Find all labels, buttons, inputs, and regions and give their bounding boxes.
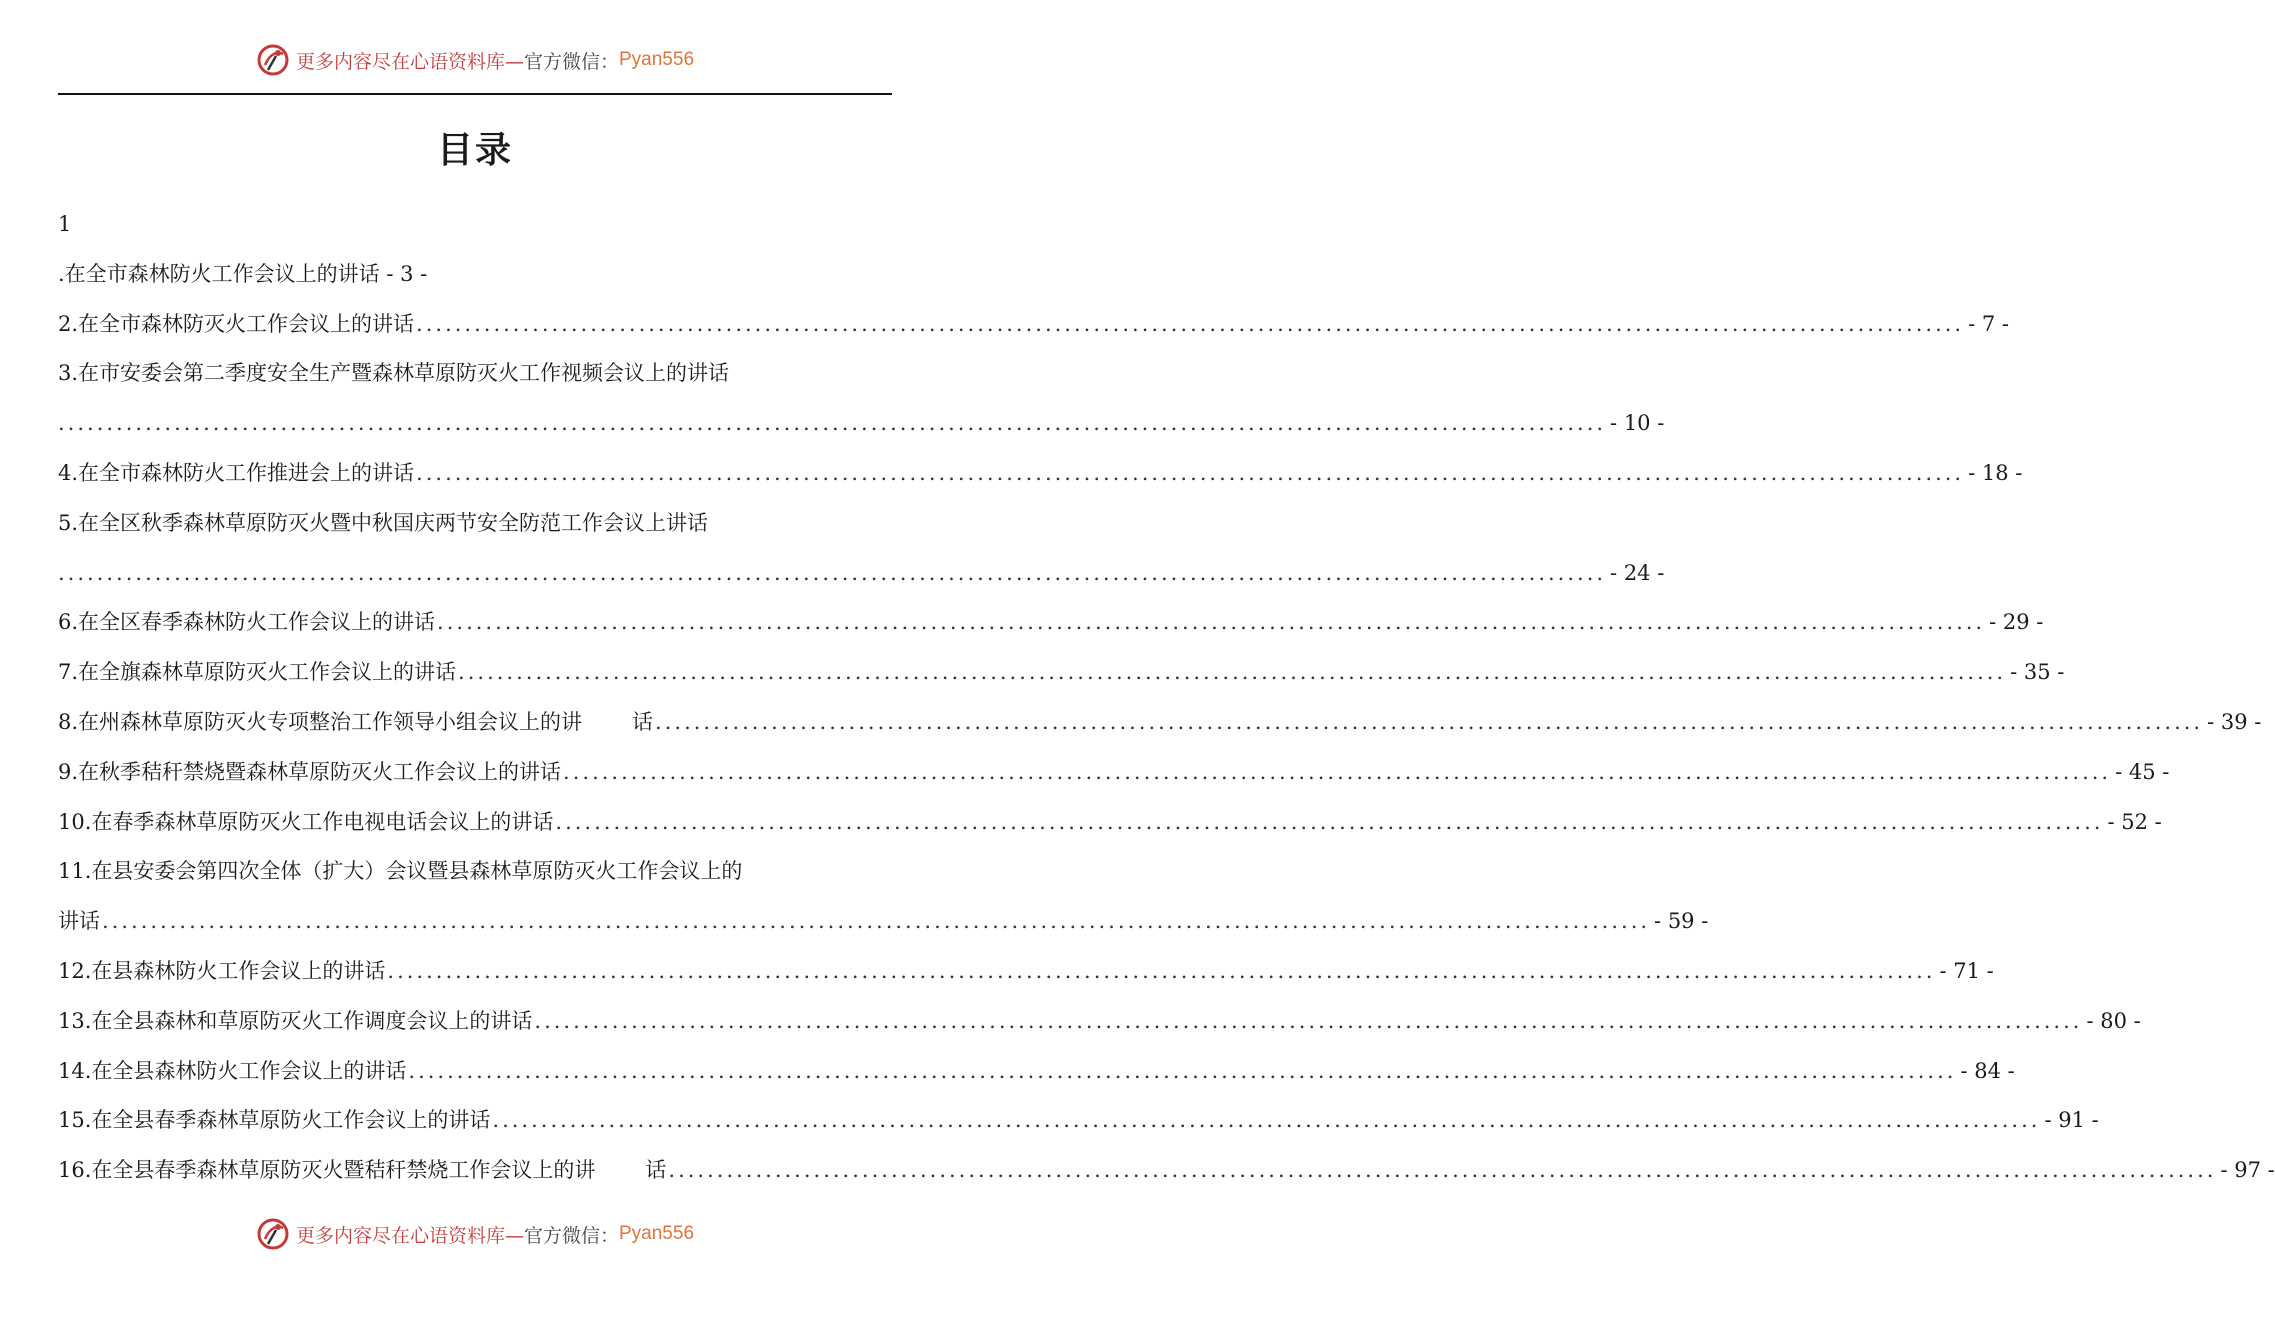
toc-line[interactable] — [58, 997, 2141, 1047]
toc-page-number: - 24 - — [1610, 560, 1665, 585]
toc-entry-title: 8.在州森林草原防灭火专项整治工作领导小组会议上的讲 — [58, 709, 583, 734]
toc-line[interactable] — [58, 549, 1665, 599]
toc-line[interactable] — [58, 648, 2065, 698]
toc-page-number: - 10 - — [1610, 411, 1665, 436]
page-title: 目录 — [436, 129, 513, 171]
toc-line[interactable] — [58, 399, 1665, 449]
toc-page-number: - 91 - — [2044, 1108, 2099, 1133]
toc-entry-title: 9.在秋季秸秆禁烧暨森林草原防灭火工作会议上的讲话 — [58, 759, 562, 784]
toc-line[interactable] — [58, 698, 2262, 748]
table-of-contents — [58, 200, 2275, 1196]
toc-entry-title: 讲话 — [58, 909, 100, 934]
header-wechat-account: Pyan556 — [619, 49, 695, 70]
header-wechat-label: 官方微信： — [523, 50, 619, 73]
toc-dot-leader: ................................................................................................................................................................ — [492, 1108, 2041, 1133]
toc-dot-leader: ................................................................................................................................................................ — [563, 759, 2112, 784]
header-watermark-banner — [0, 40, 950, 80]
toc-line — [58, 200, 892, 250]
toc-line — [58, 847, 892, 897]
toc-page-number: - 97 - — [2220, 1158, 2275, 1183]
toc-line[interactable] — [58, 449, 2023, 499]
toc-page-number: - 52 - — [2107, 809, 2162, 834]
toc-line[interactable] — [58, 798, 2162, 848]
toc-page-number: - 7 - — [1968, 311, 2009, 336]
toc-entry-title: 14.在全县森林防火工作会议上的讲话 — [58, 1058, 407, 1083]
footer-brand-text: 更多内容尽在心语资料库— — [295, 1224, 524, 1247]
toc-dot-leader: ................................................................................................................................................................ — [437, 610, 1986, 635]
toc-page-number: - 39 - — [2207, 709, 2262, 734]
toc-page-number: - 35 - — [2010, 660, 2065, 685]
footer-wechat-label: 官方微信： — [523, 1224, 619, 1247]
toc-line[interactable] — [58, 897, 1709, 947]
toc-dot-leader: ................................................................................................................................................................ — [408, 1058, 1957, 1083]
toc-dot-leader: ................................................................................................................................................................ — [668, 1158, 2217, 1183]
toc-line-text: .在全市森林防火工作会议上的讲话 - 3 - — [58, 261, 428, 286]
toc-dot-leader: ................................................................................................................................................................ — [416, 311, 1965, 336]
toc-page-number: - 45 - — [2115, 759, 2170, 784]
footer-watermark-banner — [0, 1214, 950, 1254]
toc-entry-title: 6.在全区春季森林防火工作会议上的讲话 — [58, 610, 436, 635]
toc-line[interactable] — [58, 1146, 2275, 1196]
header-brand-text: 更多内容尽在心语资料库— — [295, 50, 524, 73]
toc-entry-title: 2.在全市森林防灭火工作会议上的讲话 — [58, 311, 415, 336]
toc-page-number: - 59 - — [1654, 909, 1709, 934]
toc-entry-title: 4.在全市森林防火工作推进会上的讲话 — [58, 460, 415, 485]
toc-line — [58, 250, 892, 300]
toc-dot-leader: ................................................................................................................................................................ — [102, 909, 1651, 934]
brand-logo-icon — [256, 1217, 290, 1251]
toc-dot-leader: ................................................................................................................................................................ — [58, 411, 1607, 436]
toc-dot-leader: ................................................................................................................................................................ — [655, 709, 2204, 734]
toc-entry-title: 13.在全县森林和草原防灭火工作调度会议上的讲话 — [58, 1008, 533, 1033]
toc-entry-title-tail: 话 — [632, 709, 654, 734]
toc-line[interactable] — [58, 1047, 2015, 1097]
toc-page-number: - 29 - — [1989, 610, 2044, 635]
toc-entry-title-tail: 话 — [645, 1158, 667, 1183]
toc-dot-leader: ................................................................................................................................................................ — [534, 1008, 2083, 1033]
toc-page-number: - 84 - — [1960, 1058, 2015, 1083]
toc-entry-title: 12.在县森林防火工作会议上的讲话 — [58, 958, 386, 983]
toc-line[interactable] — [58, 1096, 2099, 1146]
toc-dot-leader: ................................................................................................................................................................ — [387, 958, 1936, 983]
toc-entry-title: 16.在全县春季森林草原防灭火暨秸秆禁烧工作会议上的讲 — [58, 1158, 596, 1183]
toc-dot-leader: ................................................................................................................................................................ — [458, 660, 2007, 685]
toc-line-text: 1 — [58, 212, 72, 236]
toc-line[interactable] — [58, 748, 2170, 798]
toc-line — [58, 349, 892, 399]
footer-wechat-account: Pyan556 — [619, 1223, 695, 1244]
toc-line[interactable] — [58, 300, 2009, 350]
toc-entry-title: 7.在全旗森林草原防灭火工作会议上的讲话 — [58, 660, 457, 685]
header-divider — [58, 93, 892, 95]
toc-line[interactable] — [58, 947, 1994, 997]
toc-dot-leader: ................................................................................................................................................................ — [416, 460, 1965, 485]
toc-dot-leader: ................................................................................................................................................................ — [555, 809, 2104, 834]
toc-line-text: 11.在县安委会第四次全体（扩大）会议暨县森林草原防灭火工作会议上的 — [58, 859, 743, 884]
toc-entry-title: 15.在全县春季森林草原防火工作会议上的讲话 — [58, 1108, 491, 1133]
toc-page-number: - 80 - — [2086, 1008, 2141, 1033]
brand-logo-icon — [256, 43, 290, 77]
toc-line-text: 5.在全区秋季森林草原防灭火暨中秋国庆两节安全防范工作会议上讲话 — [58, 510, 709, 535]
toc-dot-leader: ................................................................................................................................................................ — [58, 560, 1607, 585]
toc-entry-title: 10.在春季森林草原防灭火工作电视电话会议上的讲话 — [58, 809, 554, 834]
toc-line[interactable] — [58, 598, 2044, 648]
toc-line — [58, 499, 892, 549]
toc-line-text: 3.在市安委会第二季度安全生产暨森林草原防灭火工作视频会议上的讲话 — [58, 361, 730, 386]
toc-page-number: - 18 - — [1968, 460, 2023, 485]
toc-page-number: - 71 - — [1939, 958, 1994, 983]
